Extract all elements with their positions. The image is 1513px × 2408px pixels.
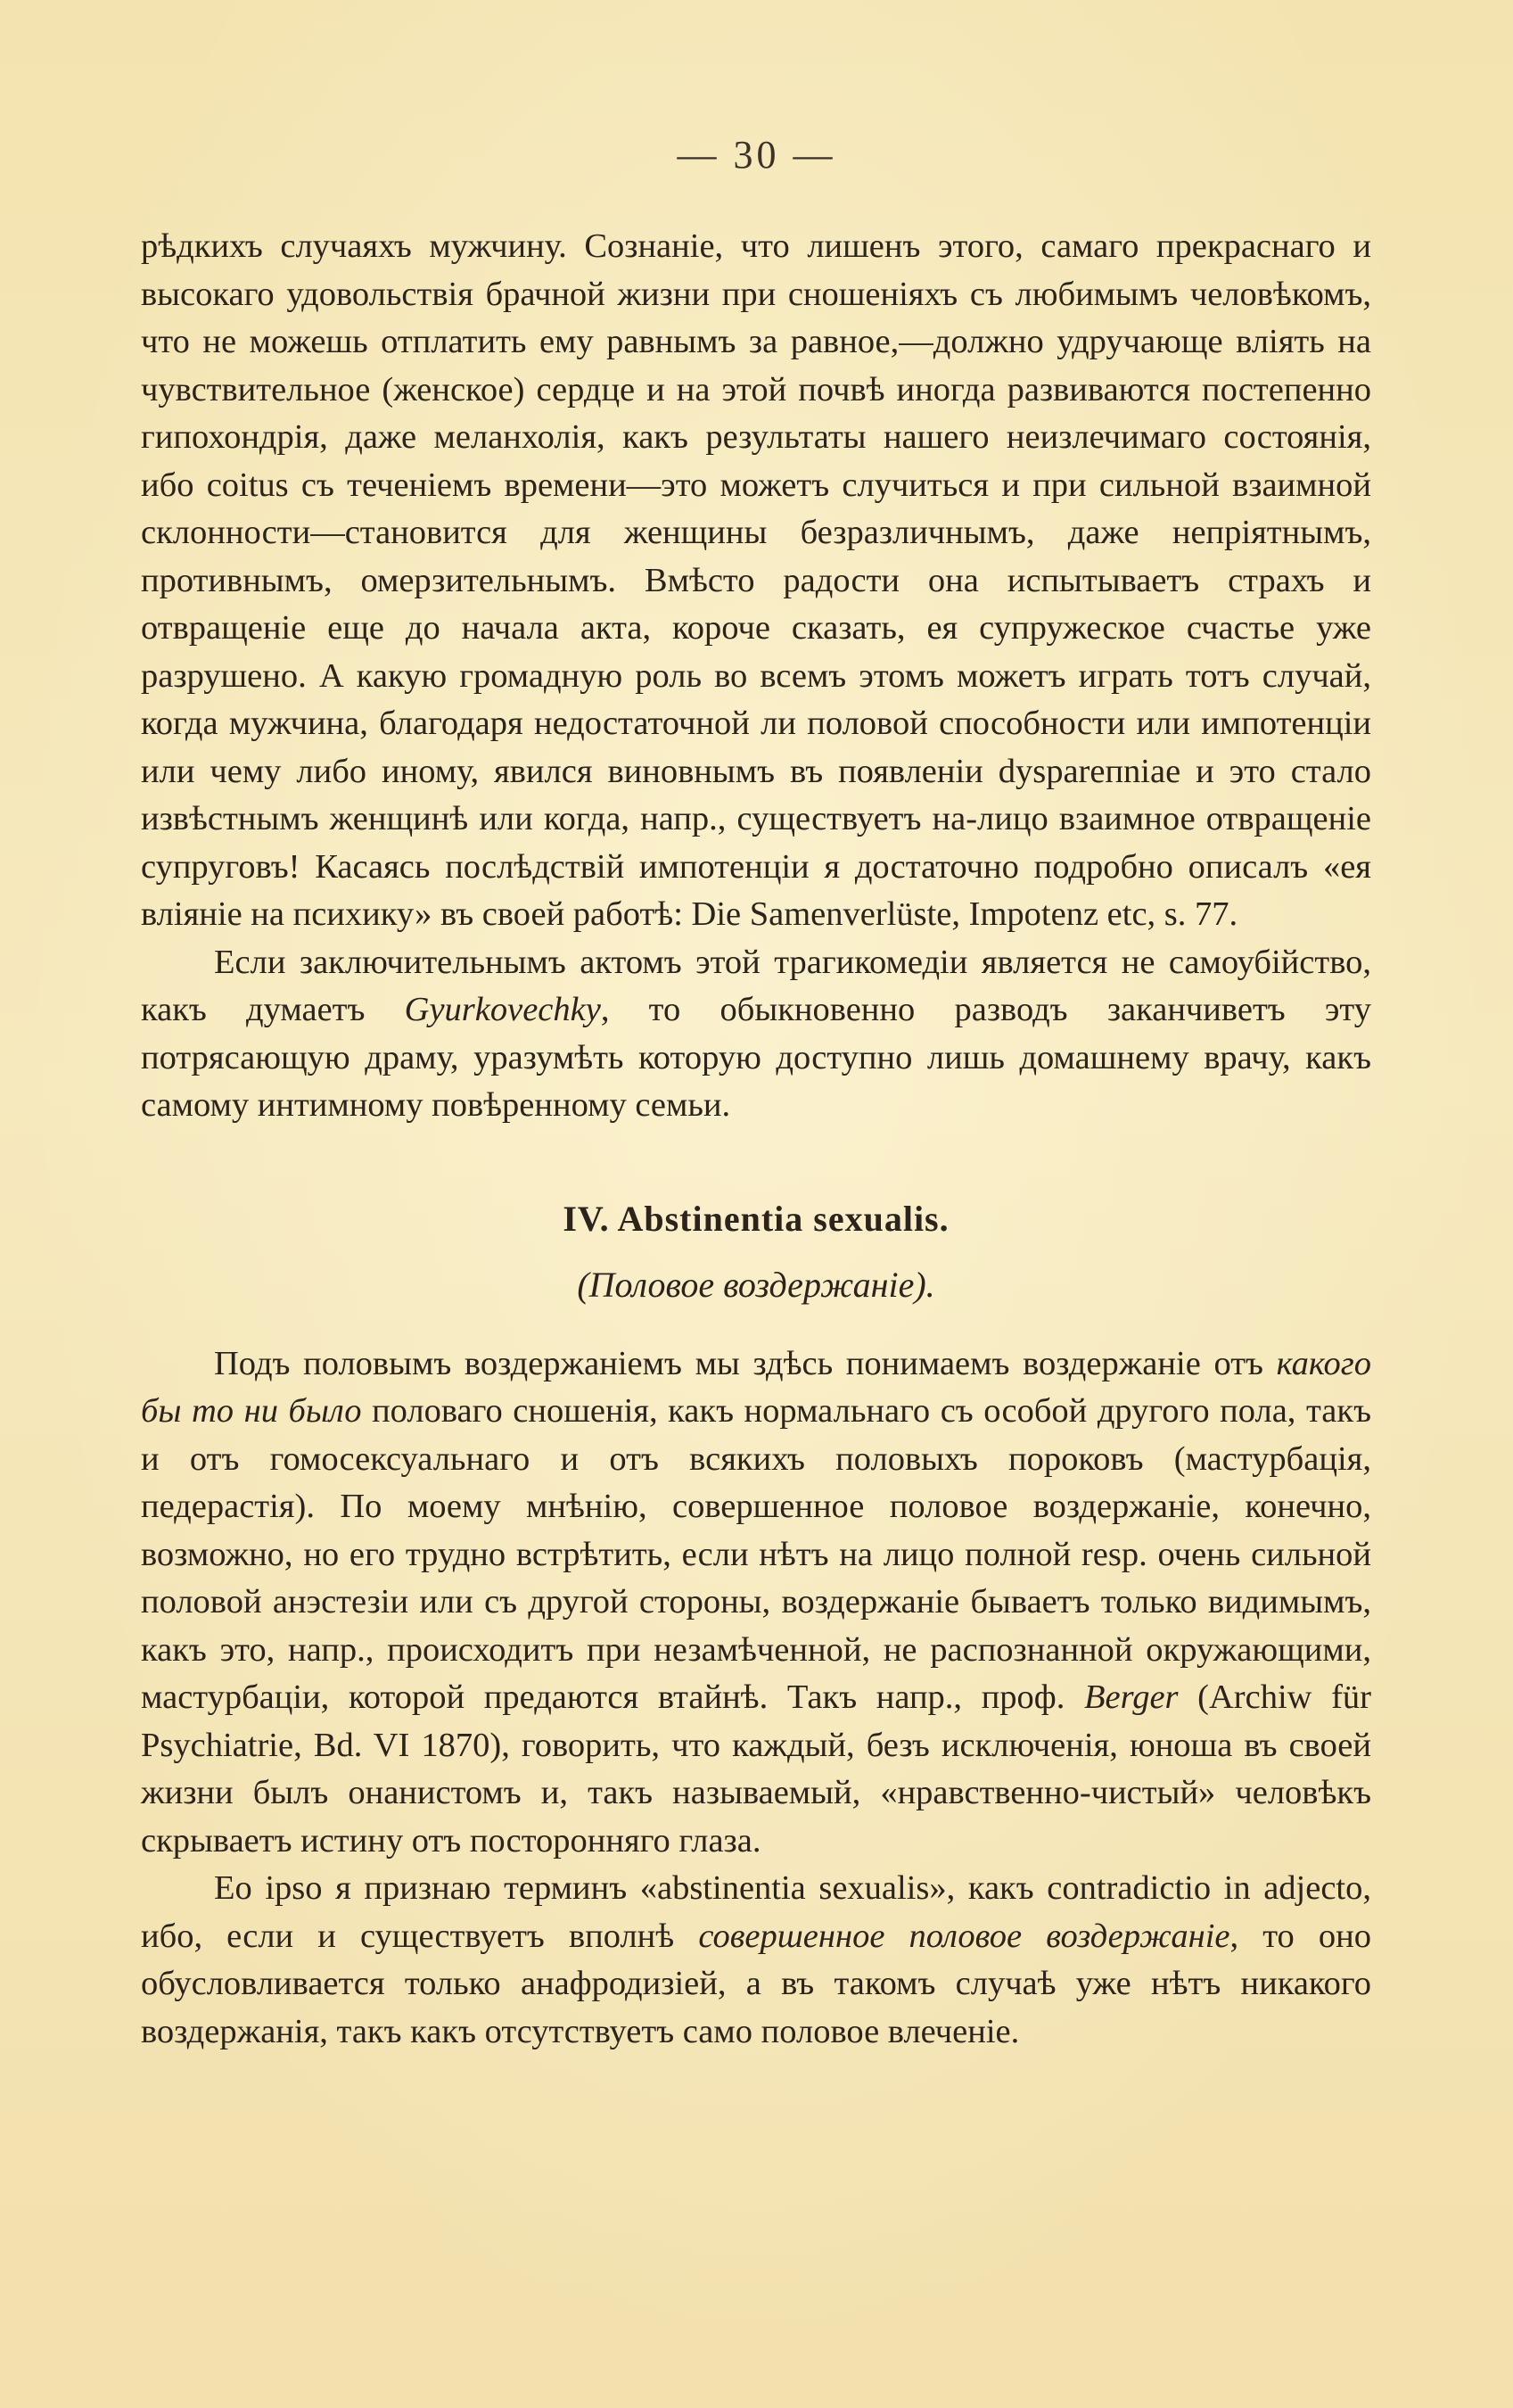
paragraph-text: (Archiw für Psychiatrie, Bd. VI 1870), говорить, что каждый, безъ исключенія, юноша въ своей жизни былъ онанистомъ и, такъ называемый, «нравственно-чистый» человѣкъ скрываетъ истину отъ посторонняго глаза.	[141, 1678, 1371, 1860]
paragraph-text: Eo ipso я признаю терминъ «abstinentia sexualis», какъ contradictio in adjecto, ибо, если и существуетъ вполнѣ	[141, 1869, 1371, 1955]
paragraph-text: Если заключительнымъ актомъ этой трагикомедіи является не самоубійство, какъ думаетъ	[141, 943, 1371, 1028]
author-name: Berger	[1084, 1678, 1179, 1716]
page-number: — 30 —	[677, 133, 836, 177]
paragraph-eo-ipso	[141, 1865, 1371, 2056]
paragraph-continuation: рѣдкихъ случаяхъ мужчину. Сознаніе, что лишенъ этого, самаго прекраснаго и высокаго удовольствія брачной жизни при сношеніяхъ съ любимымъ человѣкомъ, что не можешь отплатить ему равнымъ за равное,—должно удручающе вліять на чувствительное (женское) сердце и на этой почвѣ иногда развиваются постепенно гипохондрія, даже меланхолія, какъ результаты нашего неизлечимаго состоянія, ибо coitus съ теченіемъ времени—это можетъ случиться и при сильной взаимной склонности—становится для женщины безразличнымъ, даже непріятнымъ, противнымъ, омерзительнымъ. Вмѣсто радости она испытываетъ страхъ и отвращеніе еще до начала акта, короче сказать, ея супружеское счастье уже разрушено. А какую громадную роль во всемъ этомъ можетъ играть тотъ случай, когда мужчина, благодаря недостаточной ли половой способности или импотенціи или чему либо иному, явился виновнымъ въ появленіи dyspareпniae и это стало извѣстнымъ женщинѣ или когда, напр., существуетъ на-лицо взаимное отвращеніе супруговъ! Касаясь послѣдствій импотенціи я достаточно подробно описалъ «ея вліяніе на психику» въ своей работѣ: Die Samenverlüste, Impotenz etc, s. 77.	[141, 227, 1371, 933]
paragraph-text: , то оно обусловливается только анафродизіей, а въ такомъ случаѣ уже нѣтъ никакого воздержанія, такъ какъ отсутствуетъ само половое влеченіе.	[141, 1917, 1372, 2050]
author-name: Gyurkovechky	[404, 991, 601, 1028]
paragraph-divorce	[141, 939, 1371, 1130]
emphasis-text: совершенное половое воздержаніе	[698, 1917, 1230, 1955]
section-subheading: (Половое воздержаніе).	[577, 1264, 935, 1305]
body-text	[141, 223, 1371, 2056]
section-heading: IV. Abstinentia sexualis.	[563, 1198, 950, 1239]
paragraph-text: , то обыкновенно разводъ заканчиветъ эту потрясающую драму, уразумѣть которую доступно лишь домашнему врачу, какъ самому интимному повѣренному семьи.	[141, 991, 1372, 1124]
paragraph-definition	[141, 1340, 1371, 1866]
paragraph-text: Подъ половымъ воздержаніемъ мы здѣсь понимаемъ воздержаніе отъ	[214, 1344, 1277, 1382]
emphasis-text: какого бы то ни было	[141, 1344, 1371, 1430]
paragraph-text: половаго сношенія, какъ нормальнаго съ особой другого пола, такъ и отъ гомосексуальнаго и отъ всякихъ половыхъ пороковъ (мастурбація, педерастія). По моему мнѣнію, совершенное половое воздержаніе, конечно, возможно, но его трудно встрѣтить, если нѣтъ на лицо полной resp. очень сильной половой анэстезіи или съ другой стороны, воздержаніе бываетъ только видимымъ, какъ это, напр., происходитъ при незамѣченной, не распознанной окружающими, мастурбаціи, которой предаются втайнѣ. Такъ напр., проф.	[141, 1392, 1371, 1716]
